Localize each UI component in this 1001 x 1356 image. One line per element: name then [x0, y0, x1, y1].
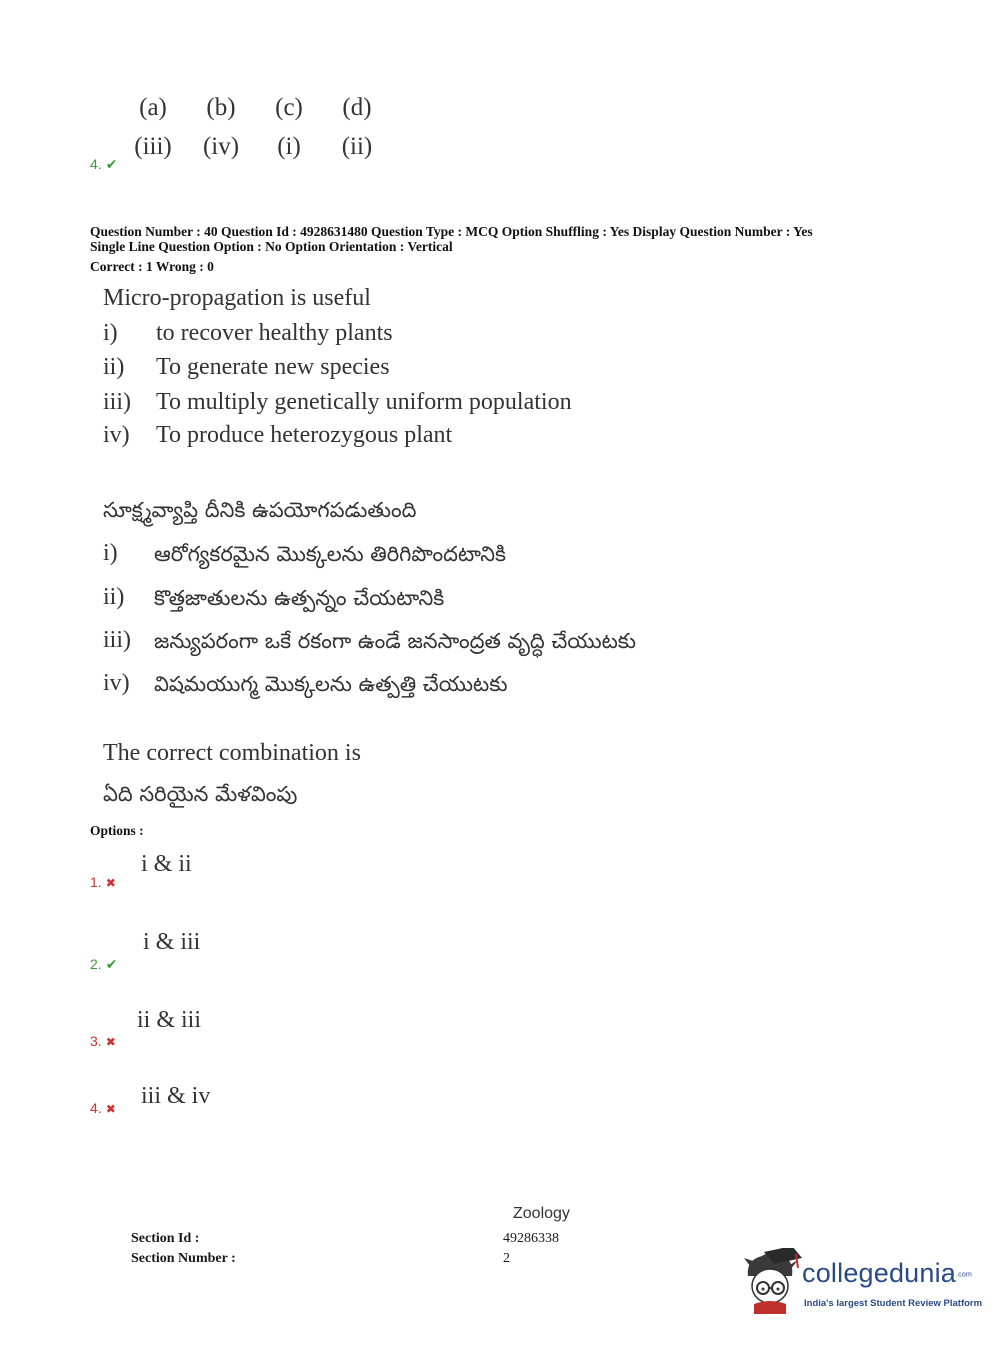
match-header-c: (c)	[275, 94, 303, 121]
section-number-value: 2	[503, 1251, 510, 1266]
option-marker	[90, 1100, 116, 1116]
question-item-roman: ii)	[103, 354, 125, 380]
question-item-text-telugu: ఆరోగ్యకరమైన మొక్కలను తిరిగిపొందటానికి	[154, 542, 507, 566]
collegedunia-logo	[740, 1248, 983, 1318]
option-number: 1.	[90, 874, 102, 890]
question-item-text: To generate new species	[156, 354, 390, 380]
question-item-roman: i)	[103, 320, 118, 346]
option-text: iii & iv	[141, 1083, 211, 1109]
option-marker	[90, 956, 117, 973]
match-header-b: (b)	[206, 94, 236, 121]
option-number: 2.	[90, 956, 102, 972]
question-item-roman: iv)	[103, 670, 130, 696]
question-meta-line3: Correct : 1 Wrong : 0	[90, 259, 214, 274]
option-text: i & iii	[143, 929, 201, 955]
logo-suffix: .com	[956, 1271, 973, 1279]
logo-wordmark: collegedunia.com	[802, 1258, 973, 1288]
question-stem-english: Micro-propagation is useful	[103, 285, 371, 311]
check-icon: ✔	[105, 956, 118, 972]
question-item-text-telugu: విషమయుగ్మ మొక్కలను ఉత్పత్తి చేయుటకు	[154, 672, 508, 696]
check-icon: ✔	[105, 156, 118, 172]
section-id-label: Section Id :	[131, 1231, 200, 1246]
section-number-label: Section Number :	[131, 1251, 236, 1266]
match-value-c: (i)	[277, 133, 301, 160]
question-item-roman: iii)	[103, 389, 131, 415]
question-item-text: to recover healthy plants	[156, 320, 393, 346]
question-meta-line2: Single Line Question Option : No Option Orientation : Vertical	[90, 239, 453, 254]
cross-icon: ✖	[105, 1035, 116, 1049]
question-meta-line1: Question Number : 40 Question Id : 4928631480 Question Type : MCQ Option Shuffling : Yes Display Question Number : Yes	[90, 224, 813, 239]
question-item-text: To multiply genetically uniform population	[156, 389, 572, 415]
question-item-roman: iii)	[103, 627, 131, 653]
question-closing-english: The correct combination is	[103, 740, 361, 766]
section-name: Zoology	[513, 1205, 570, 1222]
question-item-text-telugu: జన్యుపరంగా ఒకే రకంగా ఉండే జనసాంద్రత వృద్ధి చేయుటకు	[154, 629, 637, 653]
question-item-text-telugu: కొత్తజాతులను ఉత్పన్నం చేయటానికి	[154, 586, 445, 610]
cross-icon: ✖	[105, 876, 116, 890]
prev-option-marker	[90, 156, 117, 173]
question-closing-telugu: ఏది సరియైన మేళవింపు	[103, 782, 298, 806]
question-item-roman: iv)	[103, 422, 130, 448]
prev-option-number: 4.	[90, 156, 102, 172]
option-number: 3.	[90, 1033, 102, 1049]
options-label: Options :	[90, 823, 144, 838]
option-marker	[90, 1033, 116, 1049]
option-marker	[90, 874, 116, 890]
mascot-icon	[740, 1248, 802, 1314]
option-text: i & ii	[141, 851, 192, 877]
match-value-d: (ii)	[341, 133, 373, 160]
question-item-roman: ii)	[103, 584, 125, 610]
match-header-a: (a)	[139, 94, 167, 121]
match-value-b: (iv)	[202, 133, 240, 160]
option-number: 4.	[90, 1100, 102, 1116]
option-text: ii & iii	[137, 1007, 202, 1033]
question-item-roman: i)	[103, 540, 118, 566]
section-id-value: 49286338	[503, 1231, 559, 1246]
cross-icon: ✖	[105, 1102, 116, 1116]
question-stem-telugu: సూక్ష్మవ్యాప్తి దీనికి ఉపయోగపడుతుంది	[103, 498, 417, 522]
match-value-a: (iii)	[134, 133, 172, 160]
match-header-d: (d)	[342, 94, 372, 121]
question-item-text: To produce heterozygous plant	[156, 422, 453, 448]
logo-tagline: India's largest Student Review Platform	[804, 1298, 983, 1309]
